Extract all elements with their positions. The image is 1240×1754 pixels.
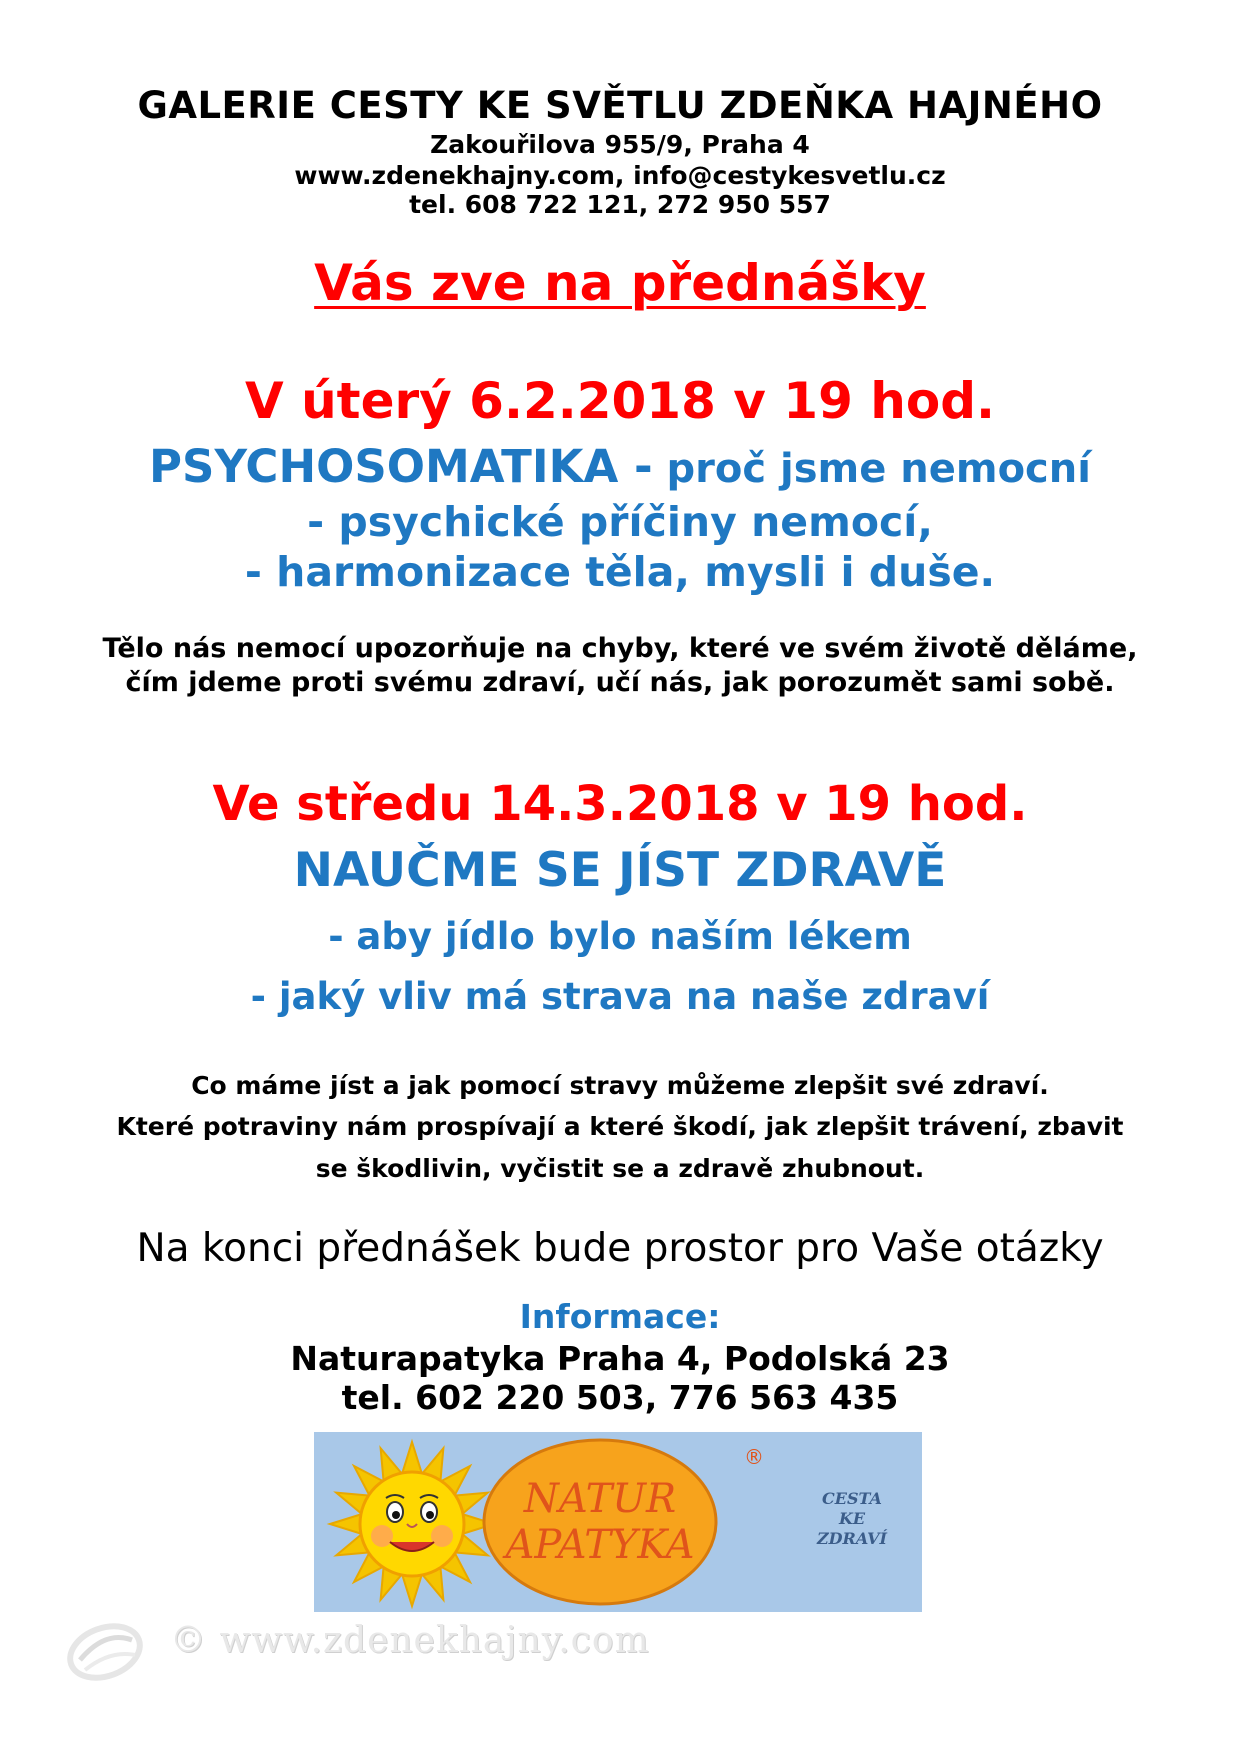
- watermark-text: © www.zdenekhajny.com: [170, 1620, 650, 1661]
- sun-face-icon: [330, 1442, 494, 1606]
- lecture2-description-3: se škodlivin, vyčistit se a zdravě zhubnout.: [315, 1154, 925, 1183]
- lecture2-point-2: - jaký vliv má strava na naše zdraví: [250, 975, 990, 1018]
- gallery-web-contact: www.zdenekhajny.com, info@cestykesvetlu.cz: [294, 161, 946, 190]
- lecture1-topic-main: PSYCHOSOMATIKA -: [149, 440, 653, 493]
- invitation-heading: Vás zve na přednášky: [314, 254, 926, 312]
- lecture2-point-1: - aby jídlo bylo naším lékem: [328, 915, 912, 958]
- gallery-phone: tel. 608 722 121, 272 950 557: [409, 190, 831, 219]
- slogan-line-3: ZDRAVÍ: [817, 1529, 887, 1548]
- registered-mark: ®: [744, 1445, 764, 1469]
- slogan-line-2: KE: [838, 1509, 866, 1528]
- lecture1-date: V úterý 6.2.2018 v 19 hod.: [244, 372, 996, 430]
- lecture1-point-1: - psychické příčiny nemocí,: [307, 498, 933, 546]
- lecture1-point-2: - harmonizace těla, mysli i duše.: [244, 548, 996, 596]
- watermark-logo-icon: [60, 1610, 150, 1690]
- gallery-title: GALERIE CESTY KE SVĚTLU ZDEŇKA HAJNÉHO: [137, 84, 1103, 127]
- gallery-address: Zakouřilova 955/9, Praha 4: [430, 130, 810, 159]
- brand-line-2: APATYKA: [505, 1522, 695, 1568]
- brand-line-1: NATUR: [523, 1476, 677, 1522]
- info-label: Informace:: [519, 1297, 721, 1336]
- naturapatyka-logo-banner: [314, 1432, 922, 1612]
- lecture1-topic-sub: proč jsme nemocní: [652, 446, 1091, 492]
- lecture2-date: Ve středu 14.3.2018 v 19 hod.: [212, 776, 1028, 832]
- info-phone: tel. 602 220 503, 776 563 435: [341, 1378, 899, 1417]
- lecture2-topic: NAUČME SE JÍST ZDRAVĚ: [293, 843, 947, 898]
- lecture1-description-2: čím jdeme proti svému zdraví, učí nás, jak porozumět sami sobě.: [125, 667, 1115, 698]
- naturapatyka-logo: [314, 1432, 922, 1612]
- lecture2-description-1: Co máme jíst a jak pomocí stravy můžeme zlepšit své zdraví.: [191, 1071, 1049, 1100]
- questions-note: Na konci přednášek bude prostor pro Vaše otázky: [136, 1226, 1104, 1271]
- lecture2-description-2: Které potraviny nám prospívají a které škodí, jak zlepšit trávení, zbavit: [116, 1112, 1124, 1141]
- watermark: [60, 1610, 680, 1690]
- lecture1-topic: [0, 440, 1240, 493]
- slogan-line-1: CESTA: [822, 1489, 882, 1508]
- info-place: Naturapatyka Praha 4, Podolská 23: [290, 1339, 950, 1378]
- lecture1-description-1: Tělo nás nemocí upozorňuje na chyby, které ve svém životě děláme,: [102, 633, 1138, 664]
